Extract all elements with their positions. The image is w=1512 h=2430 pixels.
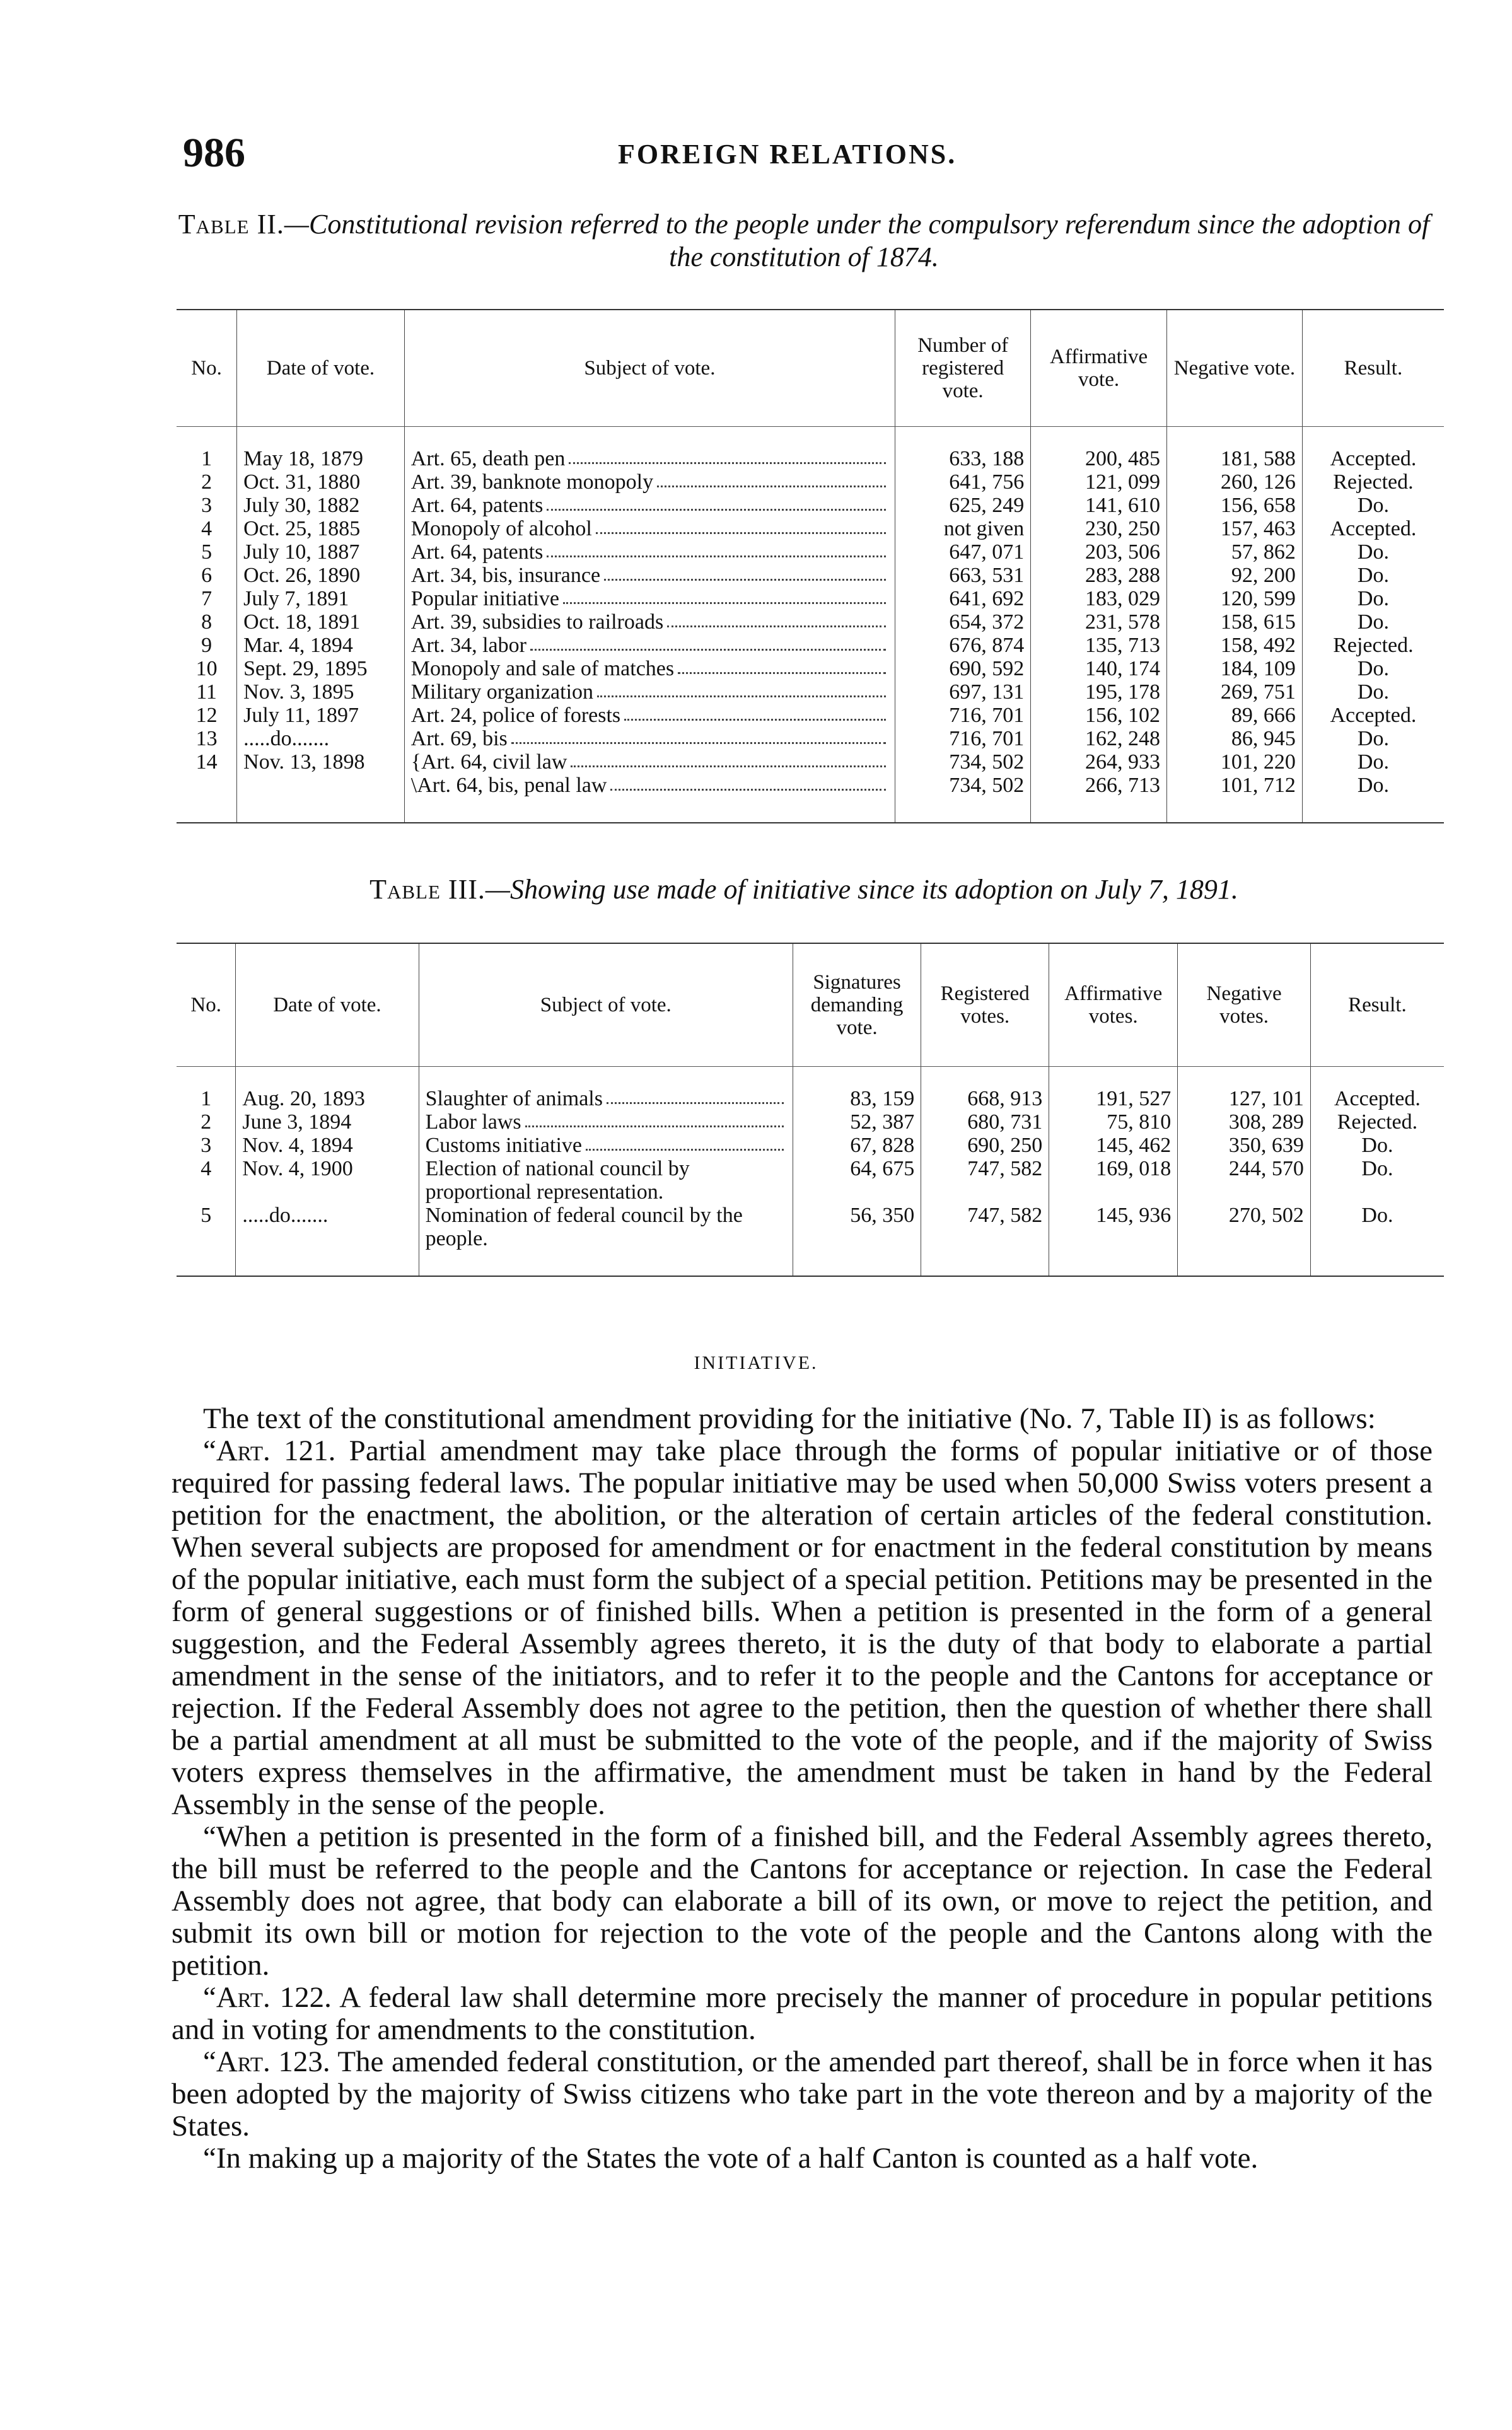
cell-text: Art. 24, police of forests xyxy=(410,703,621,727)
table3-header: Subject of vote. xyxy=(419,943,793,1066)
table-cell: 676, 874 xyxy=(895,634,1031,657)
dot-leader xyxy=(678,657,886,674)
table-cell: 6 xyxy=(201,563,212,587)
table-cell: Sept. 29, 1895 xyxy=(237,657,405,680)
table3 xyxy=(177,943,1444,1277)
table-cell: 86, 945 xyxy=(1166,727,1302,750)
dot-leader xyxy=(610,774,886,791)
table-cell: 641, 692 xyxy=(895,587,1031,610)
table-cell xyxy=(404,540,895,564)
table3-caption xyxy=(164,873,1444,906)
table-cell: Do. xyxy=(1302,750,1444,774)
table-cell: Do. xyxy=(1310,1157,1444,1204)
table-cell xyxy=(404,750,895,774)
cell-text: Monopoly of alcohol xyxy=(410,516,592,540)
table-cell xyxy=(237,774,405,823)
table-cell: Mar. 4, 1894 xyxy=(237,634,405,657)
table-cell xyxy=(404,610,895,634)
table-cell: 156, 102 xyxy=(1031,704,1167,727)
paragraph: “When a petition is presented in the form of a finished bill, and the Federal Assembly agrees thereto, the bill must be referred to the people and the Cantons for acceptance or rejection. In case the Federal Assembly does not agree, that body can elaborate a bill of its own, or move to reject the petition, and submit its own bill or motion for rejection to the vote of the people and the Cantons along with the petition. xyxy=(172,1820,1433,1982)
table-cell: Accepted. xyxy=(1302,517,1444,540)
table-cell: 64, 675 xyxy=(793,1157,921,1204)
table-cell: Nov. 4, 1894 xyxy=(236,1134,419,1157)
article-lead: “Art. xyxy=(203,2045,270,2078)
table-cell: 11 xyxy=(196,680,217,704)
table-cell: 1 xyxy=(201,446,212,470)
body-text xyxy=(172,1403,1433,2175)
table3-header: No. xyxy=(177,943,236,1066)
cell-text: Art. 65, death pen xyxy=(410,446,566,470)
cell-text: Customs initiative xyxy=(425,1133,582,1157)
dot-leader xyxy=(569,447,886,464)
table-cell: Do. xyxy=(1310,1134,1444,1157)
table3-header: Affirmative votes. xyxy=(1049,943,1178,1066)
table-cell: 156, 658 xyxy=(1166,494,1302,517)
table-cell: 75, 810 xyxy=(1049,1110,1178,1134)
cell-text: Art. 39, banknote monopoly xyxy=(410,470,654,494)
table-cell: 121, 099 xyxy=(1031,470,1167,494)
dot-leader xyxy=(657,470,886,487)
table-cell: Do. xyxy=(1302,587,1444,610)
table-cell: 269, 751 xyxy=(1166,680,1302,704)
table-cell: 350, 639 xyxy=(1178,1134,1311,1157)
table-cell: 157, 463 xyxy=(1166,517,1302,540)
table-row xyxy=(177,657,1444,680)
table-cell: 158, 492 xyxy=(1166,634,1302,657)
table-cell: 200, 485 xyxy=(1031,426,1167,470)
table-row xyxy=(177,1066,1444,1110)
table-cell: July 7, 1891 xyxy=(237,587,405,610)
table-cell xyxy=(404,426,895,470)
table-row xyxy=(177,540,1444,564)
table-cell: 264, 933 xyxy=(1031,750,1167,774)
table-cell: 183, 029 xyxy=(1031,587,1167,610)
table-row xyxy=(177,470,1444,494)
table2-caption xyxy=(164,208,1444,274)
paragraph xyxy=(172,2046,1433,2142)
table-cell: July 30, 1882 xyxy=(237,494,405,517)
table-cell: 690, 592 xyxy=(895,657,1031,680)
table2-header: Result. xyxy=(1302,310,1444,426)
dot-leader xyxy=(547,540,886,557)
table-cell: Nomination of federal council by the people. xyxy=(419,1204,793,1276)
cell-text: Military organization xyxy=(410,680,594,704)
cell-text: Art. 39, subsidies to railroads xyxy=(410,610,664,634)
table-cell xyxy=(404,680,895,704)
table-cell: Oct. 18, 1891 xyxy=(237,610,405,634)
table2-header: Date of vote. xyxy=(237,310,405,426)
table-cell: Rejected. xyxy=(1302,634,1444,657)
table-cell xyxy=(404,704,895,727)
table-cell: 2 xyxy=(201,470,212,494)
table-cell: 145, 936 xyxy=(1049,1204,1178,1276)
table-cell xyxy=(419,1066,793,1110)
table-cell: 101, 220 xyxy=(1166,750,1302,774)
table-cell: 697, 131 xyxy=(895,680,1031,704)
table-cell: 140, 174 xyxy=(1031,657,1167,680)
cell-text: Popular initiative xyxy=(410,586,559,610)
table3-header: Signatures demanding vote. xyxy=(793,943,921,1066)
article-lead: “Art. xyxy=(203,1981,270,2014)
cell-text: Labor laws xyxy=(425,1110,521,1134)
table-cell: 141, 610 xyxy=(1031,494,1167,517)
table-cell: 654, 372 xyxy=(895,610,1031,634)
table-cell: 203, 506 xyxy=(1031,540,1167,564)
table-cell: 641, 756 xyxy=(895,470,1031,494)
dot-leader xyxy=(530,634,886,651)
table-cell: 127, 101 xyxy=(1178,1066,1311,1110)
table-row xyxy=(177,517,1444,540)
table-cell: 52, 387 xyxy=(793,1110,921,1134)
table-cell: 120, 599 xyxy=(1166,587,1302,610)
table-cell: Do. xyxy=(1302,564,1444,587)
table-cell: 283, 288 xyxy=(1031,564,1167,587)
cell-text: Slaughter of animals xyxy=(425,1086,603,1110)
table-cell: Nov. 13, 1898 xyxy=(237,750,405,774)
table2-header: Number of registered vote. xyxy=(895,310,1031,426)
table-row xyxy=(177,1134,1444,1157)
table-cell: 4 xyxy=(201,516,212,540)
dot-leader xyxy=(597,680,886,697)
table-cell: 680, 731 xyxy=(921,1110,1049,1134)
table-row xyxy=(177,494,1444,517)
table-cell: Oct. 25, 1885 xyxy=(237,517,405,540)
table-cell: 83, 159 xyxy=(793,1066,921,1110)
section-title: INITIATIVE. xyxy=(694,1352,818,1373)
table-cell: 690, 250 xyxy=(921,1134,1049,1157)
table-cell: 270, 502 xyxy=(1178,1204,1311,1276)
table-cell: Do. xyxy=(1302,540,1444,564)
table-cell: 191, 527 xyxy=(1049,1066,1178,1110)
table-cell: Do. xyxy=(1302,657,1444,680)
table-cell: Oct. 31, 1880 xyxy=(237,470,405,494)
table-cell: 260, 126 xyxy=(1166,470,1302,494)
table2-header: Subject of vote. xyxy=(404,310,895,426)
table-cell: June 3, 1894 xyxy=(236,1110,419,1134)
table-cell xyxy=(404,727,895,750)
table-cell: 668, 913 xyxy=(921,1066,1049,1110)
table-cell xyxy=(419,1134,793,1157)
table2-header: Negative vote. xyxy=(1166,310,1302,426)
table-cell: 181, 588 xyxy=(1166,426,1302,470)
dot-leader xyxy=(547,494,886,511)
table-cell: 101, 712 xyxy=(1166,774,1302,823)
table3-header: Negative votes. xyxy=(1178,943,1311,1066)
table-cell xyxy=(404,657,895,680)
table-cell xyxy=(419,1110,793,1134)
table-cell: 10 xyxy=(195,656,218,680)
dot-leader xyxy=(604,564,886,581)
dot-leader xyxy=(511,727,886,744)
running-title: FOREIGN RELATIONS. xyxy=(618,139,957,170)
table-cell: .....do....... xyxy=(236,1204,419,1276)
table-cell: 2 xyxy=(201,1110,212,1134)
table2-header: No. xyxy=(177,310,237,426)
table-cell: 184, 109 xyxy=(1166,657,1302,680)
table-row xyxy=(177,587,1444,610)
table-cell: 162, 248 xyxy=(1031,727,1167,750)
table-cell: 56, 350 xyxy=(793,1204,921,1276)
table-cell: 716, 701 xyxy=(895,727,1031,750)
cell-text: Art. 34, bis, insurance xyxy=(410,563,601,587)
table-cell: 266, 713 xyxy=(1031,774,1167,823)
table-cell: 663, 531 xyxy=(895,564,1031,587)
table-cell: Do. xyxy=(1310,1204,1444,1276)
dot-leader xyxy=(607,1087,784,1104)
running-header xyxy=(183,129,1438,176)
table-cell: 230, 250 xyxy=(1031,517,1167,540)
table-cell: 12 xyxy=(195,703,218,727)
table-row xyxy=(177,1110,1444,1134)
table-cell: 5 xyxy=(201,540,212,564)
cell-text: \Art. 64, bis, penal law xyxy=(410,773,607,797)
table-cell: 231, 578 xyxy=(1031,610,1167,634)
table-cell: May 18, 1879 xyxy=(237,426,405,470)
table-row xyxy=(177,750,1444,774)
cell-text: Art. 69, bis xyxy=(410,726,508,750)
cell-text: Art. 64, patents xyxy=(410,493,544,517)
table-cell: Rejected. xyxy=(1302,470,1444,494)
table-cell: 67, 828 xyxy=(793,1134,921,1157)
table-cell: 9 xyxy=(201,633,212,657)
table-cell xyxy=(404,517,895,540)
paragraph: The text of the constitutional amendment providing for the initiative (No. 7, Table II) is as follows: xyxy=(203,1402,1376,1435)
table-cell: 169, 018 xyxy=(1049,1157,1178,1204)
table-cell: 8 xyxy=(201,610,212,634)
table-cell: 195, 178 xyxy=(1031,680,1167,704)
dot-leader xyxy=(667,610,886,627)
table3-caption-text: —Showing use made of initiative since its adoption on July 7, 1891. xyxy=(485,874,1238,905)
table2 xyxy=(177,309,1444,823)
table2-caption-text: —Constitutional revision referred to the people under the compulsory referendum since the adoption of the constitution of 1874. xyxy=(284,209,1430,272)
table-row xyxy=(177,680,1444,704)
table-row xyxy=(177,774,1444,823)
paragraph-text: 121. Partial amendment may take place through the forms of popular initiative or of those required for passing federal laws. The popular initiative may be used when 50,000 Swiss voters present a petition for the enactment, the abolition, or the alteration of certain articles of the federal constitution. When several subjects are proposed for amendment or for enactment in the federal constitution by means of the popular initiative, each must form the subject of a special petition. Petitions may be presented in the form of general suggestions or of finished bills. When a petition is presented in the form of a general suggestion, and the Federal Assembly agrees thereto, it is the duty of that body to elaborate a partial amendment in the sense of the initiators, and to refer it to the people and the Cantons for acceptance or rejection. If the Federal Assembly does not agree to the petition, then the question of whether there shall be a partial amendment at all must be submitted to the vote of the people, and if the majority of Swiss voters express themselves in the affirmative, the amendment must be taken in hand by the Federal Assembly in the sense of the people. xyxy=(172,1434,1433,1821)
table3-header: Registered votes. xyxy=(921,943,1049,1066)
table-row xyxy=(177,727,1444,750)
table-cell: 13 xyxy=(195,726,218,750)
table-cell: 145, 462 xyxy=(1049,1134,1178,1157)
article-lead: “Art. xyxy=(203,1434,270,1467)
table-cell: 747, 582 xyxy=(921,1157,1049,1204)
table-row xyxy=(177,634,1444,657)
table-cell xyxy=(177,774,237,823)
table-cell: 625, 249 xyxy=(895,494,1031,517)
table-cell: 734, 502 xyxy=(895,774,1031,823)
table-row xyxy=(177,426,1444,470)
table-cell: 647, 071 xyxy=(895,540,1031,564)
table-cell: 716, 701 xyxy=(895,704,1031,727)
table-cell: Oct. 26, 1890 xyxy=(237,564,405,587)
table-cell: Accepted. xyxy=(1302,704,1444,727)
cell-text: Art. 64, patents xyxy=(410,540,544,564)
table-cell: 1 xyxy=(201,1086,212,1110)
table-cell: 308, 289 xyxy=(1178,1110,1311,1134)
table-row xyxy=(177,704,1444,727)
table-cell: 7 xyxy=(201,586,212,610)
dot-leader xyxy=(596,517,886,534)
table-cell: July 10, 1887 xyxy=(237,540,405,564)
dot-leader xyxy=(563,587,886,604)
table-cell: Nov. 4, 1900 xyxy=(236,1157,419,1204)
table-cell: 244, 570 xyxy=(1178,1157,1311,1204)
table-cell: 14 xyxy=(195,750,218,774)
table-cell: 734, 502 xyxy=(895,750,1031,774)
dot-leader xyxy=(571,750,886,767)
table-row xyxy=(177,1204,1444,1276)
table-cell: .....do....... xyxy=(237,727,405,750)
page-number: 986 xyxy=(183,130,245,176)
table-cell xyxy=(404,494,895,517)
table-cell: Do. xyxy=(1302,494,1444,517)
table-cell: Accepted. xyxy=(1302,426,1444,470)
table-cell: 158, 615 xyxy=(1166,610,1302,634)
table3-header: Result. xyxy=(1310,943,1444,1066)
table-cell: Do. xyxy=(1302,680,1444,704)
table-cell: Accepted. xyxy=(1310,1066,1444,1110)
table-cell: 92, 200 xyxy=(1166,564,1302,587)
table-cell: Aug. 20, 1893 xyxy=(236,1066,419,1110)
paragraph: “In making up a majority of the States the vote of a half Canton is counted as a half vote. xyxy=(203,2142,1259,2175)
dot-leader xyxy=(586,1134,784,1151)
table-cell: Nov. 3, 1895 xyxy=(237,680,405,704)
table-cell: not given xyxy=(895,517,1031,540)
table-cell: 135, 713 xyxy=(1031,634,1167,657)
table-cell: 57, 862 xyxy=(1166,540,1302,564)
table-cell: Do. xyxy=(1302,610,1444,634)
dot-leader xyxy=(525,1110,784,1127)
table-cell: Do. xyxy=(1302,727,1444,750)
cell-text: Monopoly and sale of matches xyxy=(410,656,675,680)
table-cell: 3 xyxy=(201,493,212,517)
table-cell: July 11, 1897 xyxy=(237,704,405,727)
table-cell: Election of national council by proportional representation. xyxy=(419,1157,793,1204)
cell-text: {Art. 64, civil law xyxy=(410,750,567,774)
paragraph-text: 122. A federal law shall determine more precisely the manner of procedure in popular petitions and in voting for amendments to the constitution. xyxy=(172,1981,1433,2046)
paragraph xyxy=(172,1435,1433,1821)
table-cell: 5 xyxy=(177,1204,236,1276)
table3-header: Date of vote. xyxy=(236,943,419,1066)
table-cell xyxy=(404,587,895,610)
table-cell: 3 xyxy=(201,1133,212,1157)
table-row xyxy=(177,610,1444,634)
table-row xyxy=(177,1157,1444,1204)
table-cell: 89, 666 xyxy=(1166,704,1302,727)
table2-header: Affirmative vote. xyxy=(1031,310,1167,426)
table-cell: 4 xyxy=(201,1156,212,1180)
cell-text: Art. 34, labor xyxy=(410,633,526,657)
paragraph-text: 123. The amended federal constitution, or the amended part thereof, shall be in force when it has been adopted by the majority of Swiss citizens who take part in the vote thereon and by a majority of the States. xyxy=(172,2045,1433,2142)
table-cell: 633, 188 xyxy=(895,426,1031,470)
table-cell: 747, 582 xyxy=(921,1204,1049,1276)
table-cell xyxy=(404,470,895,494)
table-cell xyxy=(404,564,895,587)
table3-caption-label: Table III. xyxy=(369,874,486,905)
paragraph xyxy=(172,1982,1433,2046)
table2-caption-label: Table II. xyxy=(178,209,284,240)
table-cell: Rejected. xyxy=(1310,1110,1444,1134)
table-row xyxy=(177,564,1444,587)
table-cell xyxy=(404,634,895,657)
table-cell xyxy=(404,774,895,823)
dot-leader xyxy=(624,704,886,721)
table-cell: Do. xyxy=(1302,774,1444,823)
